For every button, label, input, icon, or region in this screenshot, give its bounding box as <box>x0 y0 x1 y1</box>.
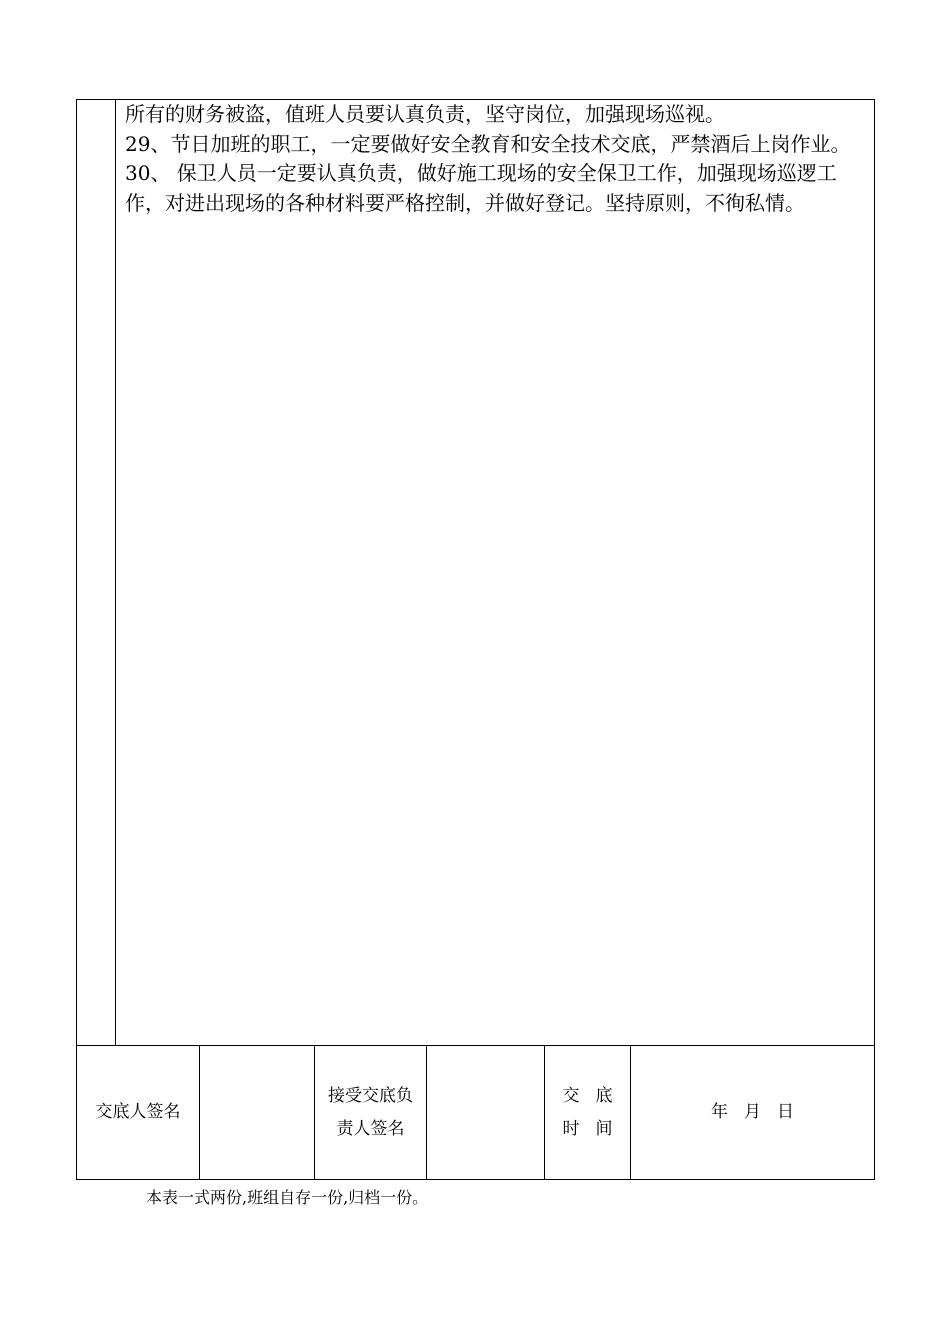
time-label-line1 <box>555 1080 621 1113</box>
date-day: 日 <box>777 1102 794 1122</box>
left-label-column <box>77 100 116 1045</box>
time-label-char: 时 <box>562 1118 580 1139</box>
disclosure-date-cell[interactable] <box>631 1046 874 1179</box>
paragraph-item-30: 30、 保卫人员一定要认真负责，做好施工现场的安全保卫工作，加强现场巡逻工作，对进出现场的各种材料要严格控制，并做好登记。坚持原则，不徇私情。 <box>125 161 837 215</box>
receiver-label-line2: 责人签名 <box>336 1118 405 1139</box>
disclosure-form <box>76 99 875 1180</box>
form-footnote: 本表一式两份,班组自存一份,归档一份。 <box>146 1188 429 1207</box>
date-fields[interactable] <box>703 1096 802 1129</box>
content-row <box>77 100 874 1046</box>
discloser-label: 交底人签名 <box>95 1102 181 1122</box>
receiver-label-line1: 接受交底负 <box>328 1085 413 1106</box>
paragraph-item-29: 29、节日加班的职工，一定要做好安全教育和安全技术交底，严禁酒后上岗作业。 <box>125 131 851 156</box>
receiver-signature-cell[interactable] <box>427 1046 545 1179</box>
time-label-line2 <box>555 1113 621 1146</box>
time-label-char: 间 <box>595 1118 613 1139</box>
disclosure-time-label-cell <box>545 1046 631 1179</box>
disclosure-content <box>125 100 867 218</box>
time-label-char: 底 <box>595 1085 613 1106</box>
time-label-char: 交 <box>562 1085 580 1106</box>
discloser-signature-cell[interactable] <box>200 1046 315 1179</box>
discloser-label-cell <box>77 1046 200 1179</box>
paragraph-continued: 所有的财务被盗，值班人员要认真负责，坚守岗位，加强现场巡视。 <box>125 102 725 126</box>
date-year: 年 <box>711 1102 728 1122</box>
receiver-label-cell <box>315 1046 427 1179</box>
signature-row <box>77 1046 874 1179</box>
date-month: 月 <box>744 1102 761 1122</box>
